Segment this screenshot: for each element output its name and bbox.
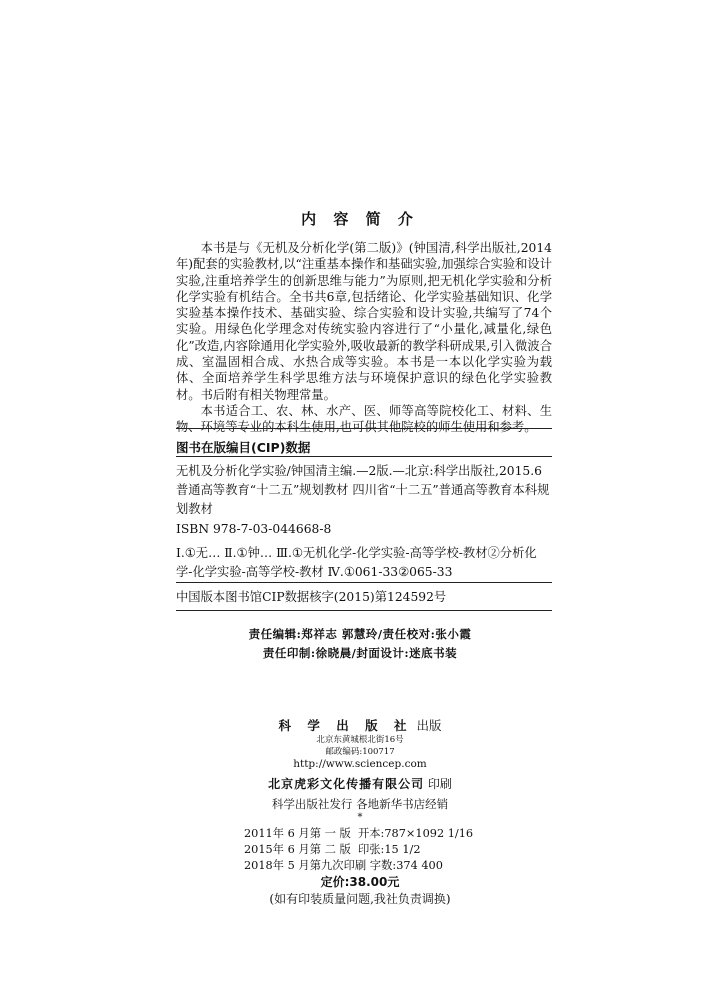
cip-isbn: ISBN 978-7-03-044668-8 bbox=[176, 522, 332, 536]
publisher-address: 北京东黄城根北街16号 bbox=[316, 735, 404, 745]
quality-notice: (如有印装质量问题,我社负责调换) bbox=[269, 892, 451, 906]
intro-body bbox=[176, 240, 552, 436]
printer-line bbox=[0, 775, 720, 792]
cip-line-2: 普通高等教育“十二五”规划教材 四川省“十二五”普通高等教育本科规划教材 bbox=[176, 483, 550, 516]
credits-production: 责任印制:徐晓晨/封面设计:迷底书装 bbox=[262, 646, 458, 660]
publisher-suffix: 出版 bbox=[416, 718, 442, 733]
edition-line-1: 2011年 6 月第 一 版 开本:787×1092 1/16 bbox=[244, 827, 474, 840]
cip-bottom-rule bbox=[176, 610, 552, 611]
cip-record-number: 中国版本图书馆CIP数据核字(2015)第124592号 bbox=[176, 590, 447, 604]
intro-title: 内 容 简 介 bbox=[301, 210, 419, 228]
edition-line-3: 2018年 5 月第九次印刷 字数:374 400 bbox=[244, 859, 443, 872]
publisher-name: 科 学 出 版 社 bbox=[278, 718, 413, 733]
publisher-url: http://www.sciencep.com bbox=[293, 758, 427, 770]
intro-paragraph-2: 本书适合工、农、林、水产、医、师等高等院校化工、材料、生物、环境等专业的本科生使用,也可供其他院校的师生使用和参考。 bbox=[176, 403, 552, 435]
publisher-postcode: 邮政编码:100717 bbox=[325, 747, 395, 757]
publisher-line bbox=[0, 716, 720, 734]
distribution-line: 科学出版社发行 各地新华书店经销 bbox=[271, 797, 449, 811]
cip-catalog-entry bbox=[176, 462, 552, 519]
printer-suffix: 印刷 bbox=[427, 777, 452, 791]
cip-heading-rule bbox=[176, 456, 552, 457]
credits-editors: 责任编辑:郑祥志 郭慧玲/责任校对:张小霞 bbox=[248, 627, 472, 641]
edition-line-2: 2015年 6 月第 二 版 印张:15 1/2 bbox=[244, 843, 421, 856]
cip-top-rule bbox=[176, 428, 552, 429]
cip-classification: Ⅰ.①无… Ⅱ.①钟… Ⅲ.①无机化学-化学实验-高等学校-教材②分析化学-化学实验-高等学校-教材 Ⅳ.①061-33②065-33 bbox=[176, 546, 537, 579]
cip-middle-rule bbox=[176, 582, 552, 583]
intro-paragraph-1: 本书是与《无机及分析化学(第二版)》(钟国清,科学出版社,2014年)配套的实验教材,以“注重基本操作和基础实验,加强综合实验和设计实验,注重培养学生的创新思维与能力”为原则,把无机化学实验和分析化学实验有机结合。全书共6章,包括绪论、化学实验基础知识、化学实验基本操作技术、基础实验、综合实验和设计实验,共编写了74个实验。用绿色化学理念对传统实验内容进行了“小量化,减量化,绿色化”改造,内容除通用化学实验外,吸收最新的教学科研成果,引入微波合成、室温固相合成、水热合成等实验。本书是一本以化学实验为载体、全面培养学生科学思维方法与环境保护意识的绿色化学实验教材。书后附有相关物理常量。 bbox=[176, 241, 552, 402]
separator-asterisk: * bbox=[357, 812, 363, 823]
cip-heading: 图书在版编目(CIP)数据 bbox=[176, 440, 311, 455]
cip-line-1: 无机及分析化学实验/钟国清主编.—2版.—北京:科学出版社,2015.6 bbox=[176, 464, 542, 478]
price: 定价:38.00元 bbox=[320, 875, 400, 889]
printer-name: 北京虎彩文化传播有限公司 bbox=[268, 777, 425, 791]
